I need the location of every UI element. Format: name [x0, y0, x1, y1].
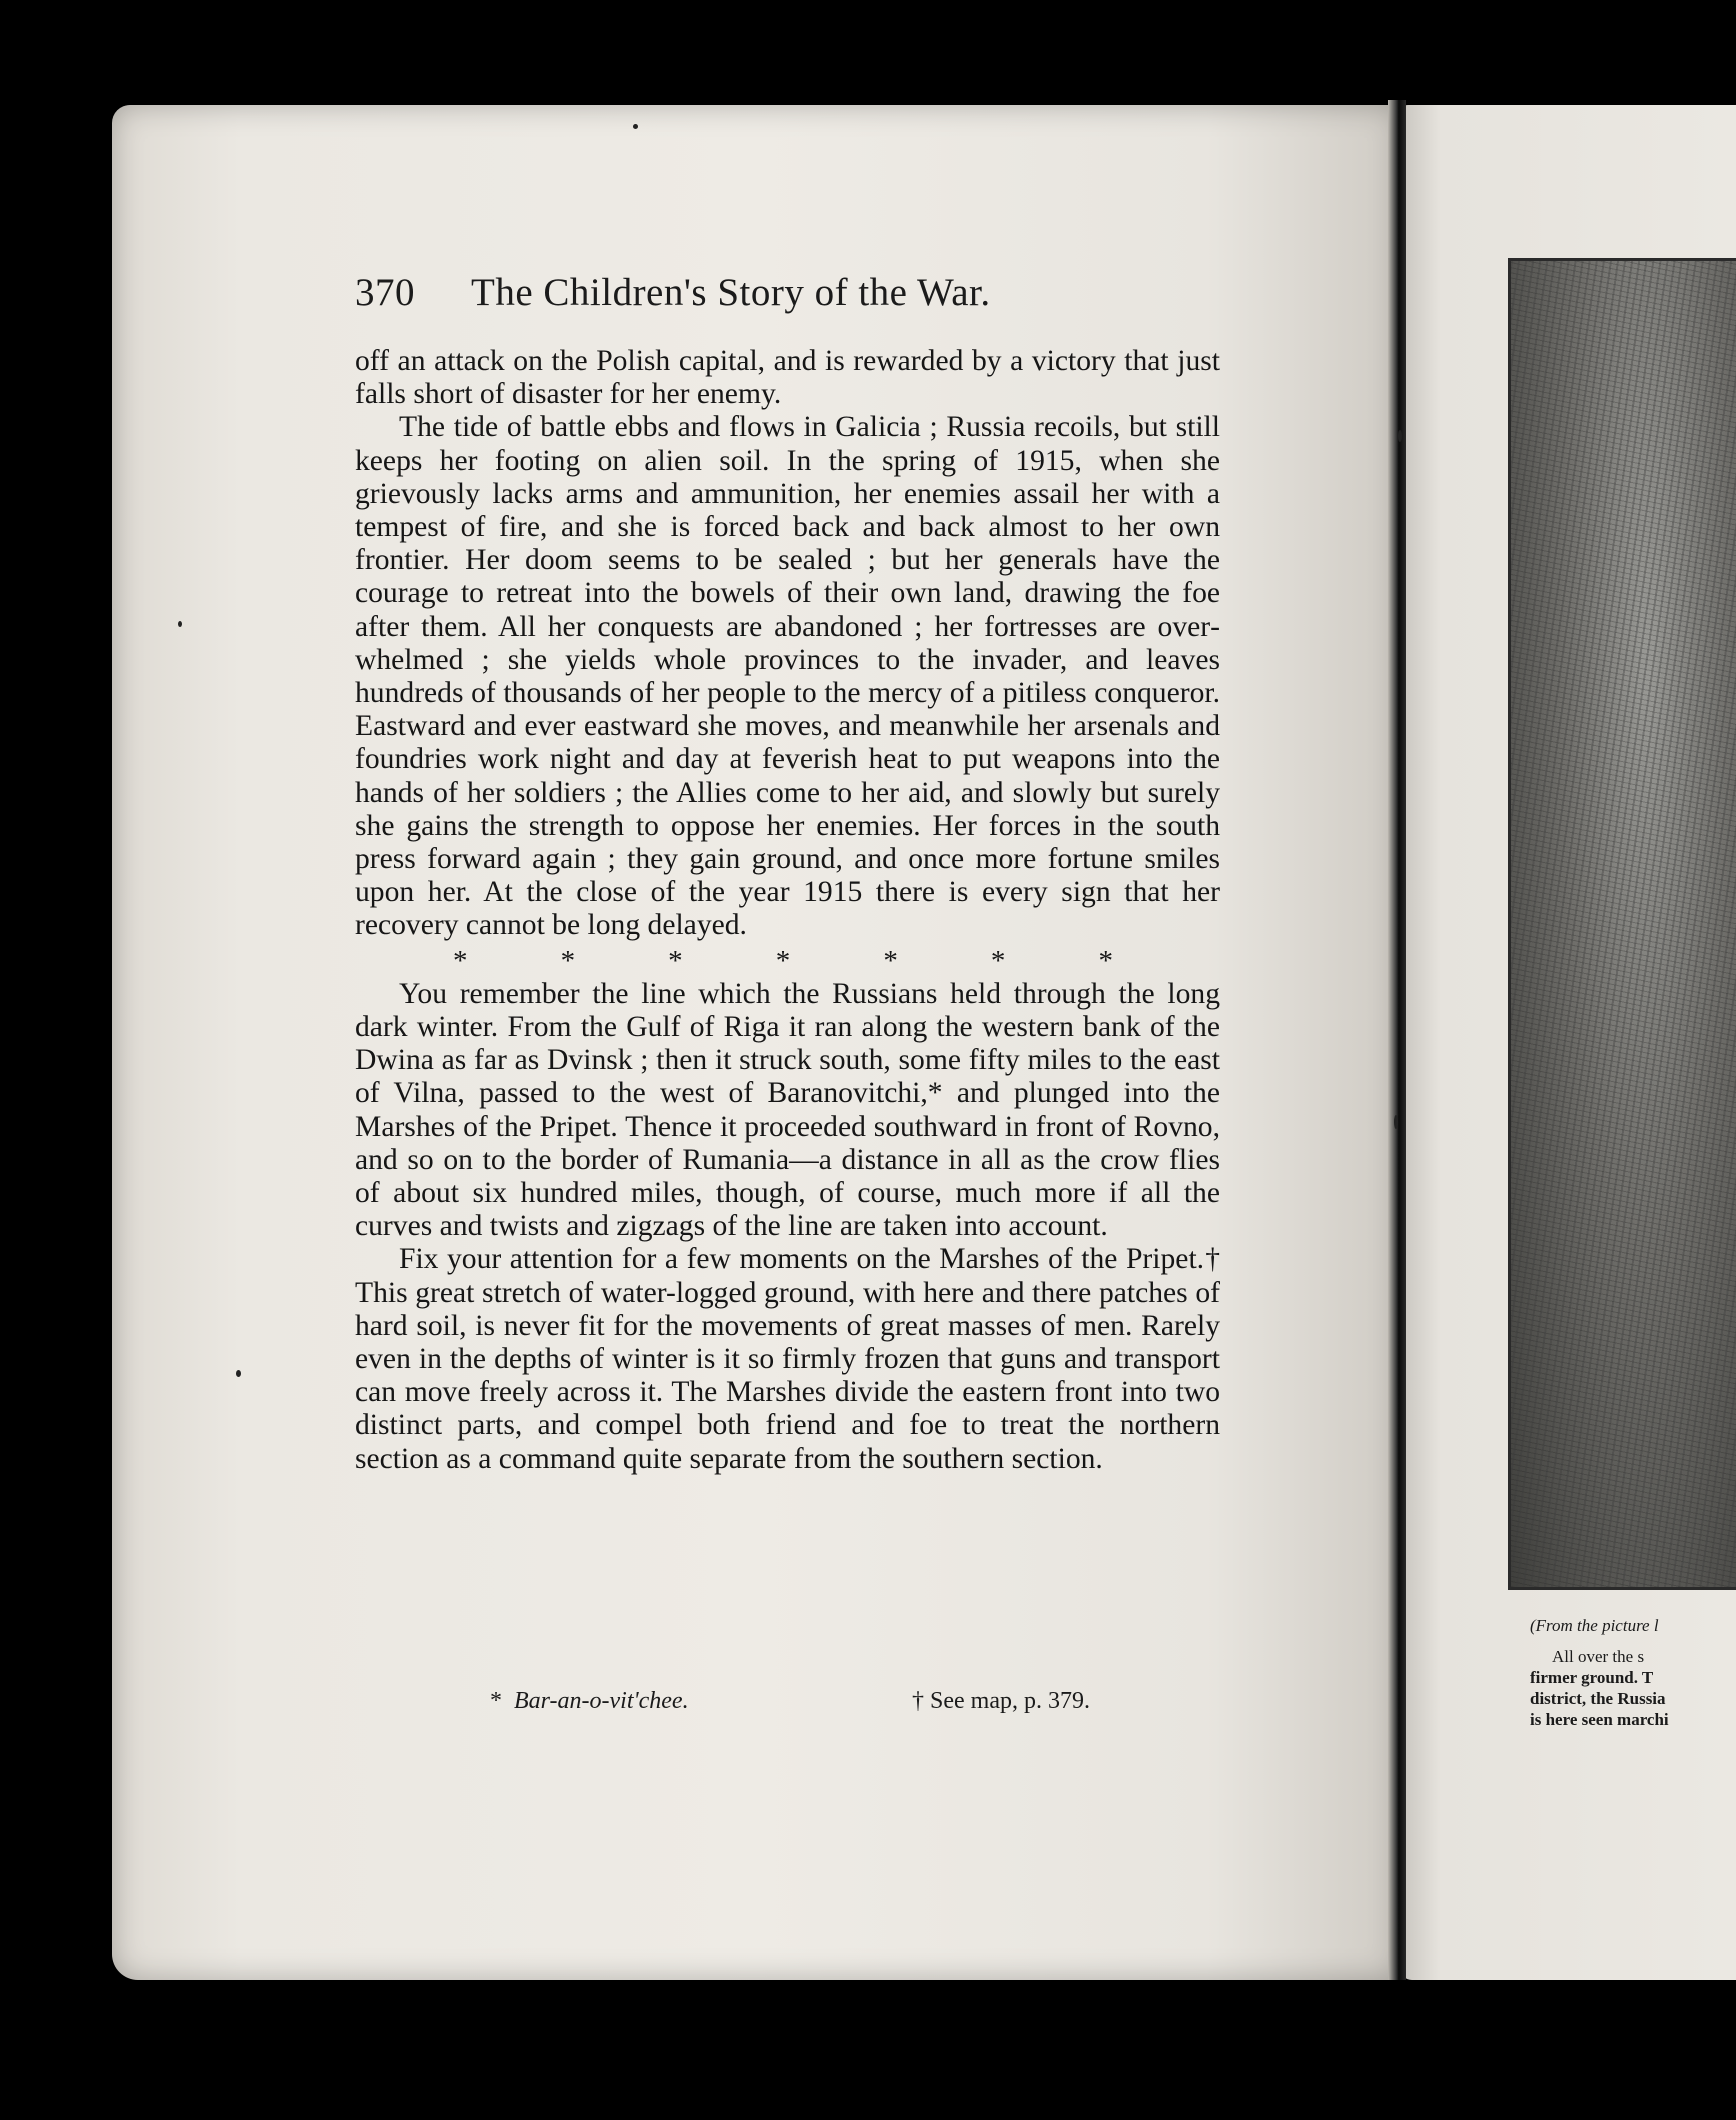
scan-speck: [236, 1370, 241, 1377]
illustration-credit: (From the picture l: [1530, 1616, 1659, 1635]
star: *: [1098, 944, 1113, 977]
caption-line: All over the s: [1552, 1647, 1645, 1666]
caption-line: firmer ground. T: [1530, 1668, 1654, 1687]
body-text: [355, 345, 1220, 1476]
book-title: The Children's Story of the War.: [471, 271, 991, 314]
caption-line: is here seen marchi: [1530, 1710, 1669, 1729]
book-gutter: [1388, 100, 1406, 1980]
footnote-baranovitchi: * Bar-an-o-vit'chee.: [490, 1688, 689, 1714]
page-number: 370: [355, 271, 415, 314]
star: *: [453, 944, 468, 977]
star: *: [560, 944, 576, 977]
footnotes: [490, 1688, 1090, 1715]
scan-speck: [1398, 430, 1402, 442]
scan-speck: [1394, 1115, 1398, 1129]
star: *: [883, 944, 898, 977]
scan-speck: [178, 621, 182, 627]
section-break-stars: [453, 945, 1113, 978]
star: *: [668, 944, 683, 977]
paragraph-russian-line: You remember the line which the Russians held through the long dark winter. From the Gulf of Riga it ran along the western bank of the Dwina as far as Dvinsk ; then it struck south, some fifty miles to the east of Vilna, passed to the west of Baranovitchi,* and plunged into the Marshes of the Pripet. Thence it proceeded southward in front of Rovno, and so on to the border of Rumania—a distance in all as the crow flies of about six hundred miles, though, of course, much more if all the curves and twists and zigzags of the line are taken into account.: [355, 977, 1220, 1243]
paragraph-continued: off an attack on the Polish capital, and is rewarded by a victory that just falls short of disaster for her enemy.: [355, 345, 1220, 411]
paragraph-galicia: The tide of battle ebbs and flows in Galicia ; Russia recoils, but still keeps her footing on alien soil. In the spring of 1915, when she grievously lacks arms and ammunition, her enemies assail her with a tempest of fire, and she is forced back and back almost to her own frontier. Her doom seems to be sealed ; but her generals have the courage to retreat into the bowels of their own land, drawing the foe after them. All her conquests are abandoned ; her fortresses are overwhelmed ; she yields whole provinces to the invader, and leaves hundreds of thousands of her people to the mercy of a pitiless conqueror. Eastward and ever eastward she moves, and meanwhile her arsenals and foundries work night and day at feverish heat to put weapons into the hands of her soldiers ; the Allies come to her aid, and slowly but surely she gains the strength to oppose her enemies. Her forces in the south press forward again ; they gain ground, and once more fortune smiles upon her. At the close of the year 1915 there is every sign that her recovery cannot be long delayed.: [355, 411, 1220, 942]
scan-speck: [633, 124, 638, 129]
illustration-caption: [1530, 1616, 1736, 1730]
star: *: [775, 944, 791, 977]
caption-line: district, the Russia: [1530, 1689, 1666, 1708]
paragraph-pripet-marshes: Fix your attention for a few moments on the Marshes of the Pripet.† This great stretch of water-logged ground, with here and there patches of hard soil, is never fit for the movements of great masses of men. Rarely even in the depths of winter is it so firmly frozen that guns and transport can move freely across it. The Marshes divide the eastern front into two distinct parts, and compel both friend and foe to treat the northern section as a command quite separate from the southern section.: [355, 1243, 1220, 1475]
running-head: [355, 270, 1115, 315]
facing-illustration: [1508, 258, 1736, 1590]
footnote-map: † See map, p. 379.: [912, 1688, 1090, 1714]
star: *: [990, 944, 1006, 977]
